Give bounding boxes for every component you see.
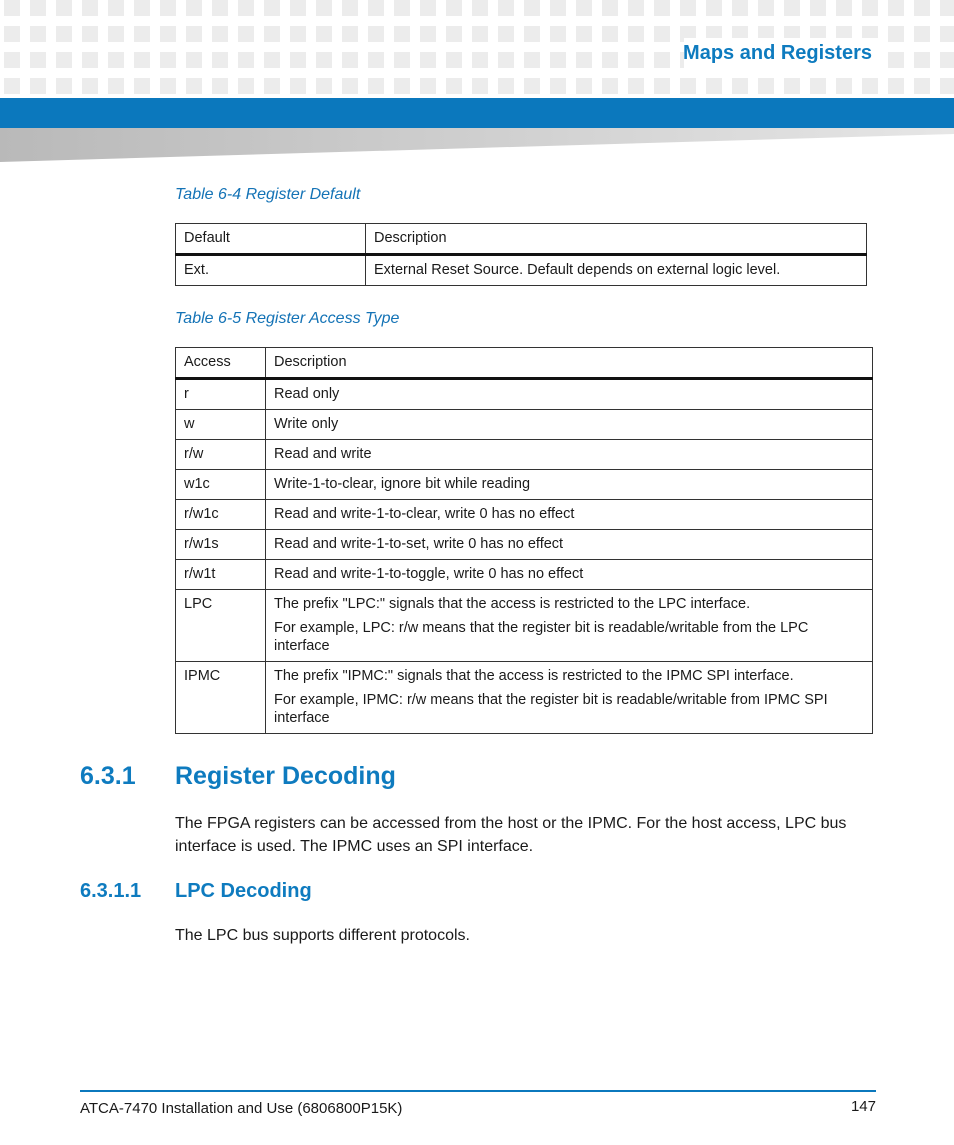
access-cell: r/w1s bbox=[176, 530, 266, 560]
section-number: 6.3.1 bbox=[80, 762, 136, 790]
access-cell: w1c bbox=[176, 470, 266, 500]
register-default-table bbox=[175, 223, 867, 286]
header-gray-wedge bbox=[0, 128, 954, 164]
description-example-line: For example, LPC: r/w means that the register bit is readable/writable from the LPC interface bbox=[274, 620, 809, 654]
description-cell: Write only bbox=[266, 410, 873, 440]
chapter-title: Maps and Registers bbox=[683, 42, 872, 64]
description-line: The prefix "IPMC:" signals that the access is restricted to the IPMC SPI interface. bbox=[274, 668, 794, 684]
table-row bbox=[176, 500, 873, 530]
register-access-type-table bbox=[175, 347, 873, 734]
description-line: The prefix "LPC:" signals that the access is restricted to the LPC interface. bbox=[274, 596, 751, 612]
description-cell: Read only bbox=[266, 379, 873, 410]
column-header-description: Description bbox=[366, 224, 867, 255]
access-cell: w bbox=[176, 410, 266, 440]
access-cell: IPMC bbox=[176, 662, 266, 734]
table-row bbox=[176, 560, 873, 590]
footer-page-number: 147 bbox=[850, 1098, 876, 1115]
subsection-paragraph: The LPC bus supports different protocols. bbox=[175, 927, 470, 944]
table-row bbox=[176, 379, 873, 410]
header-blue-band bbox=[0, 98, 954, 128]
access-cell: r bbox=[176, 379, 266, 410]
table-row bbox=[176, 590, 873, 662]
subsection-number: 6.3.1.1 bbox=[80, 880, 142, 902]
table-header-row bbox=[176, 224, 867, 255]
column-header-description: Description bbox=[266, 348, 873, 379]
access-cell: r/w bbox=[176, 440, 266, 470]
access-cell: r/w1c bbox=[176, 500, 266, 530]
subsection-heading bbox=[80, 880, 312, 903]
table-row bbox=[176, 662, 873, 734]
table-6-4-caption: Table 6-4 Register Default bbox=[175, 186, 361, 203]
description-cell bbox=[266, 662, 873, 734]
section-title: Register Decoding bbox=[175, 762, 396, 790]
access-cell: LPC bbox=[176, 590, 266, 662]
description-cell: Read and write bbox=[266, 440, 873, 470]
section-paragraph: The FPGA registers can be accessed from the host or the IPMC. For the host access, LPC bus interface is used. The IPMC uses an SPI interface. bbox=[175, 815, 847, 855]
description-cell: Read and write-1-to-clear, write 0 has no effect bbox=[266, 500, 873, 530]
default-cell: Ext. bbox=[176, 255, 366, 286]
table-row bbox=[176, 410, 873, 440]
column-header-default: Default bbox=[176, 224, 366, 255]
description-cell: External Reset Source. Default depends on external logic level. bbox=[366, 255, 867, 286]
column-header-access: Access bbox=[176, 348, 266, 379]
table-row bbox=[176, 255, 867, 286]
description-cell: Read and write-1-to-toggle, write 0 has no effect bbox=[266, 560, 873, 590]
footer-divider bbox=[80, 1090, 876, 1092]
description-cell bbox=[266, 590, 873, 662]
table-row bbox=[176, 440, 873, 470]
subsection-title: LPC Decoding bbox=[175, 880, 312, 902]
description-example-line: For example, IPMC: r/w means that the register bit is readable/writable from IPMC SPI interface bbox=[274, 692, 828, 726]
access-cell: r/w1t bbox=[176, 560, 266, 590]
footer-document-title: ATCA-7470 Installation and Use (6806800P15K) bbox=[80, 1100, 403, 1117]
table-row bbox=[176, 530, 873, 560]
description-cell: Write-1-to-clear, ignore bit while reading bbox=[266, 470, 873, 500]
table-header-row bbox=[176, 348, 873, 379]
description-cell: Read and write-1-to-set, write 0 has no effect bbox=[266, 530, 873, 560]
table-row bbox=[176, 470, 873, 500]
table-6-5-caption: Table 6-5 Register Access Type bbox=[175, 310, 400, 327]
section-heading bbox=[80, 762, 396, 791]
